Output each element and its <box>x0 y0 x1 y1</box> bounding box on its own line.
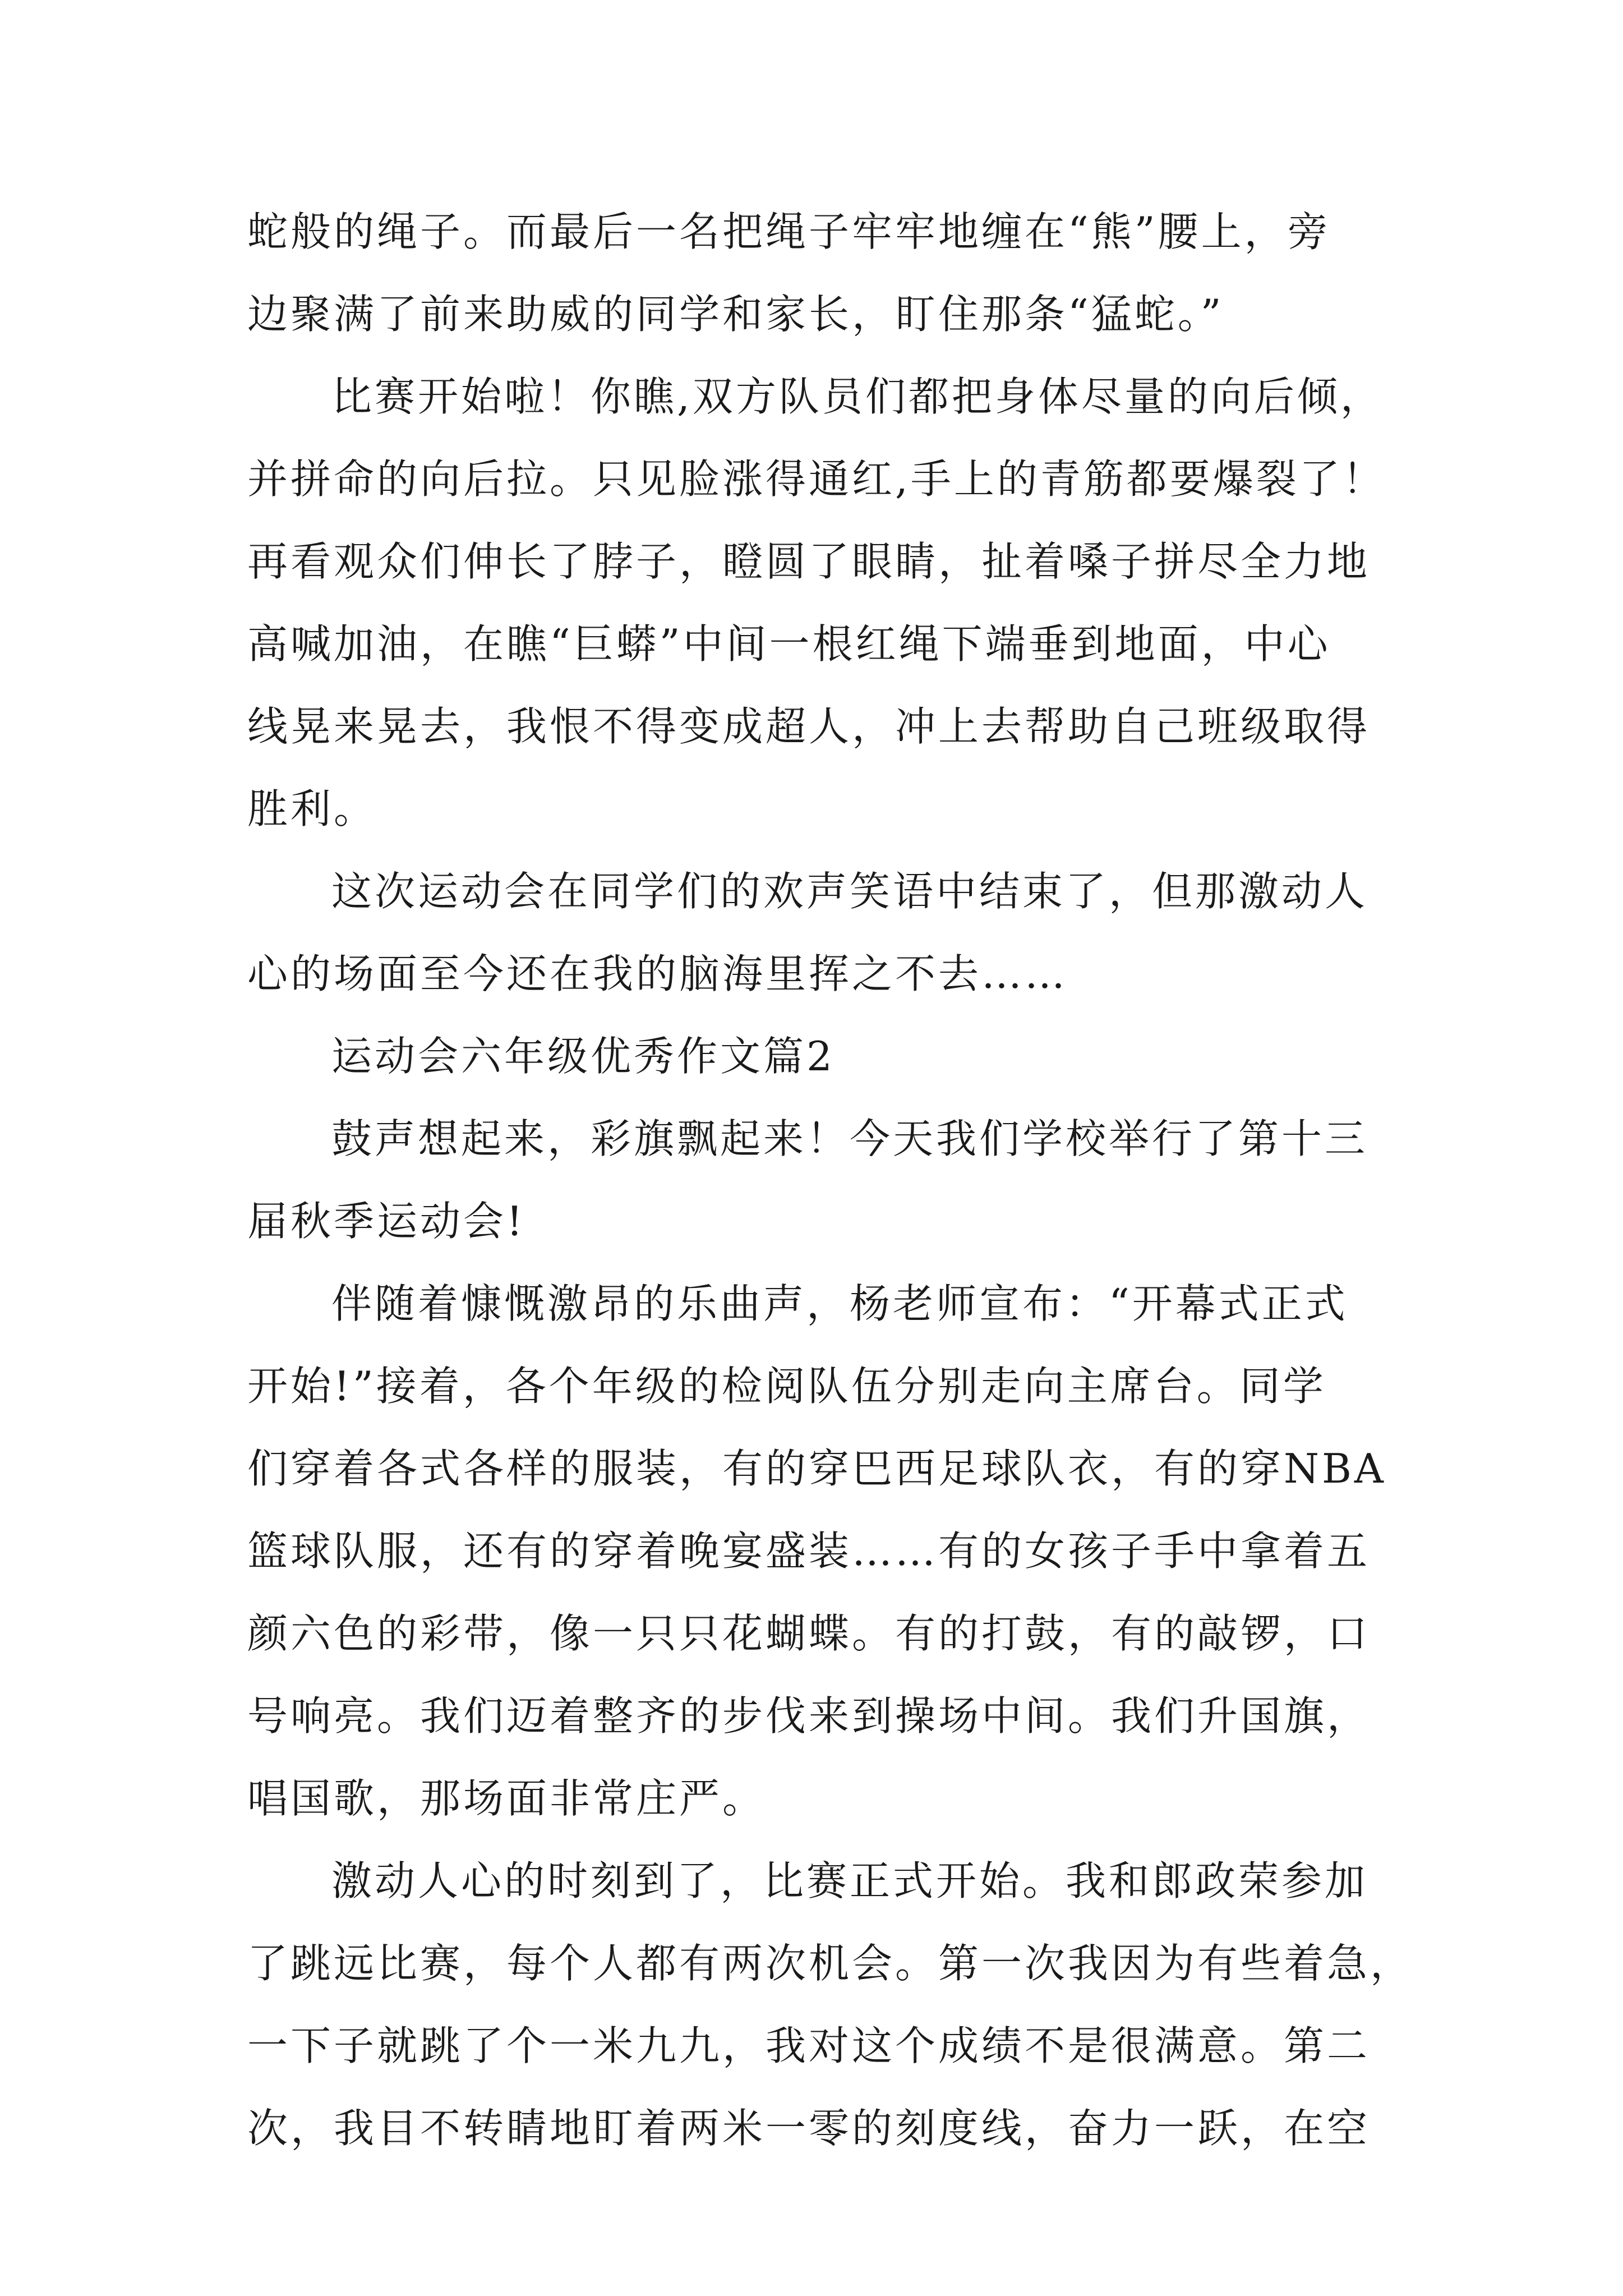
text-line: 鼓声想起来，彩旗飘起来！今天我们学校举行了第十三 <box>331 1115 1368 1162</box>
text-line: 线晃来晃去，我恨不得变成超人，冲上去帮助自己班级取得 <box>247 703 1371 750</box>
text-line: 了跳远比赛，每个人都有两次机会。第一次我因为有些着急， <box>247 1940 1414 1987</box>
text-line: 颜六色的彩带，像一只只花蝴蝶。有的打鼓，有的敲锣，口 <box>247 1610 1371 1657</box>
text-line: 篮球队服，还有的穿着晚宴盛装……有的女孩子手中拿着五 <box>247 1527 1371 1575</box>
section-heading: 运动会六年级优秀作文篇2 <box>331 1033 835 1080</box>
text-line: 这次运动会在同学们的欢声笑语中结束了，但那激动人 <box>331 868 1368 915</box>
text-line: 高喊加油，在瞧“巨蟒”中间一根红绳下端垂到地面，中心 <box>247 620 1331 668</box>
text-line: 比赛开始啦！你瞧,双方队员们都把身体尽量的向后倾， <box>331 373 1384 420</box>
text-line: 再看观众们伸长了脖子，瞪圆了眼睛，扯着嗓子拼尽全力地 <box>247 538 1371 585</box>
text-line: 次，我目不转睛地盯着两米一零的刻度线，奋力一跃，在空 <box>247 2105 1371 2152</box>
text-line: 伴随着慷慨激昂的乐曲声，杨老师宣布：“开幕式正式 <box>331 1280 1348 1327</box>
text-line: 唱国歌，那场面非常庄严。 <box>247 1775 766 1822</box>
essay-body <box>247 191 1425 2170</box>
text-line: 一下子就跳了个一米九九，我对这个成绩不是很满意。第二 <box>247 2022 1371 2069</box>
text-line: 号响亮。我们迈着整齐的步伐来到操场中间。我们升国旗， <box>247 1692 1371 1740</box>
text-line: 们穿着各式各样的服装，有的穿巴西足球队衣，有的穿NBA <box>247 1445 1386 1492</box>
text-line: 心的场面至今还在我的脑海里挥之不去…… <box>247 950 1068 997</box>
text-line: 胜利。 <box>247 785 377 832</box>
text-line: 激动人心的时刻到了，比赛正式开始。我和郎政荣参加 <box>331 1857 1368 1904</box>
text-line: 并拼命的向后拉。只见脸涨得通红,手上的青筋都要爆裂了！ <box>247 455 1386 503</box>
text-line: 届秋季运动会! <box>247 1198 525 1245</box>
text-line: 蛇般的绳子。而最后一名把绳子牢牢地缠在“熊”腰上，旁 <box>247 208 1331 255</box>
text-line: 边聚满了前来助威的同学和家长，盯住那条“猛蛇。” <box>247 291 1224 338</box>
text-line: 开始!”接着，各个年级的检阅队伍分别走向主席台。同学 <box>247 1363 1326 1410</box>
